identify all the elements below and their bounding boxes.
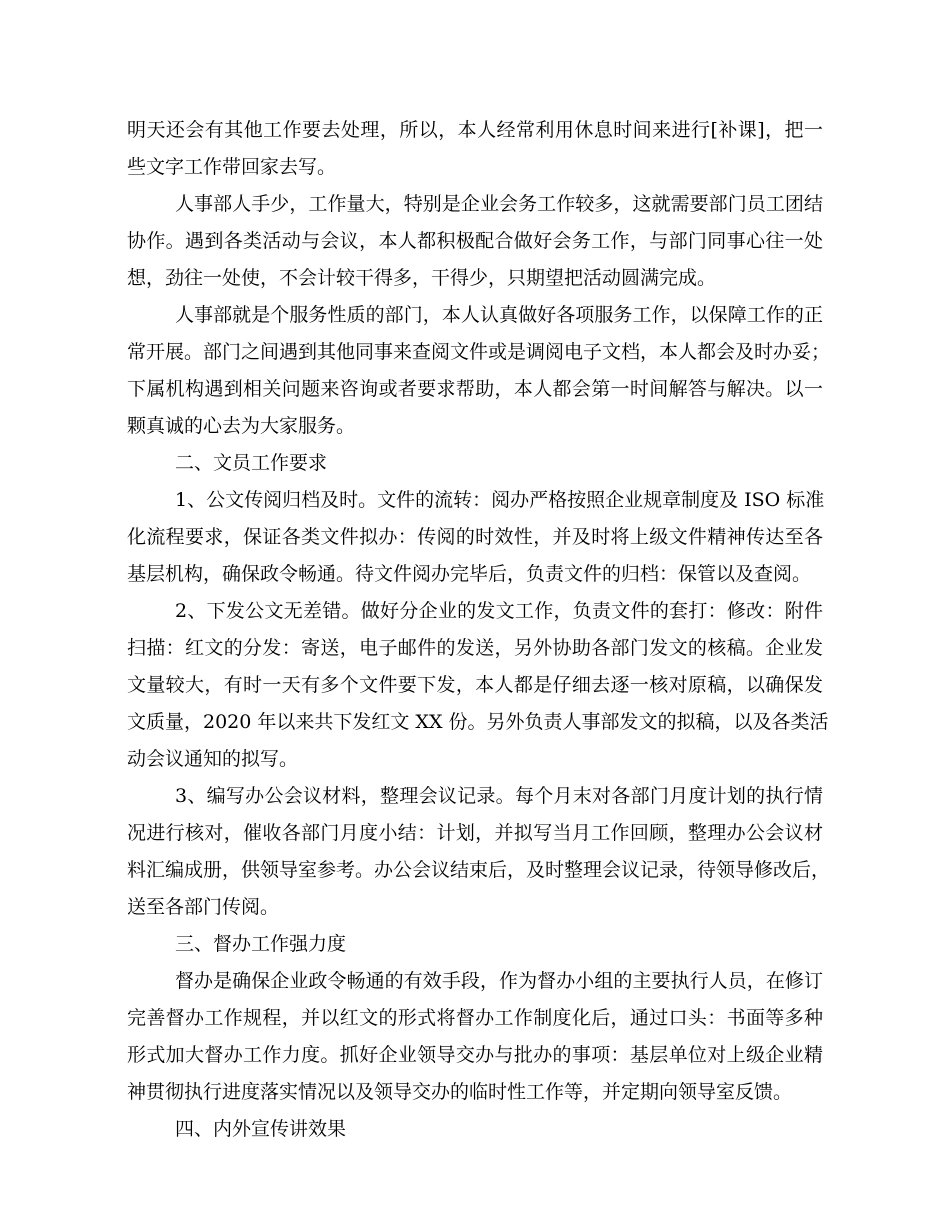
text-line: 况进行核对，催收各部门月度小结：计划，并拟写当月工作回顾，整理办公会议材	[127, 822, 823, 844]
section-heading: 二、文员工作要求	[175, 452, 328, 474]
text-line: 完善督办工作规程，并以红文的形式将督办工作制度化后，通过口头：书面等多种	[127, 1007, 823, 1029]
text-line: 人事部就是个服务性质的部门，本人认真做好各项服务工作，以保障工作的正	[175, 304, 823, 326]
text-line: 料汇编成册，供领导室参考。办公会议结束后，及时整理会议记录，待领导修改后，	[127, 859, 831, 881]
section-heading: 四、内外宣传讲效果	[175, 1118, 347, 1140]
text-line: 些文字工作带回家去写。	[127, 156, 337, 178]
text-line: 基层机构，确保政令畅通。待文件阅办完毕后，负责文件的归档：保管以及查阅。	[127, 563, 812, 585]
text-line: 3、编写办公会议材料，整理会议记录。每个月末对各部门月度计划的执行情	[175, 785, 823, 807]
text-line: 文质量，2020 年以来共下发红文 XX 份。另外负责人事部发文的拟稿，以及各类活	[127, 711, 829, 733]
section-heading: 三、督办工作强力度	[175, 933, 347, 955]
text-line: 形式加大督办工作力度。抓好企业领导交办与批办的事项：基层单位对上级企业精	[127, 1044, 823, 1066]
text-line: 2、下发公文无差错。做好分企业的发文工作，负责文件的套打：修改：附件	[175, 600, 823, 622]
text-line: 颗真诚的心去为大家服务。	[127, 415, 356, 437]
text-line: 下属机构遇到相关问题来咨询或者要求帮助，本人都会第一时间解答与解决。以一	[127, 378, 823, 400]
text-line: 送至各部门传阅。	[127, 896, 280, 918]
text-line: 1、公文传阅归档及时。文件的流转：阅办严格按照企业规章制度及 ISO 标准	[175, 489, 825, 511]
text-line: 想，劲往一处使，不会计较干得多，干得少，只期望把活动圆满完成。	[127, 267, 717, 289]
text-line: 神贯彻执行进度落实情况以及领导交办的临时性工作等，并定期向领导室反馈。	[127, 1081, 793, 1103]
text-line: 明天还会有其他工作要去处理，所以，本人经常利用休息时间来进行[补课]，把一	[127, 119, 823, 141]
text-line: 文量较大，有时一天有多个文件要下发，本人都是仔细去逐一核对原稿，以确保发	[127, 674, 823, 696]
text-line: 督办是确保企业政令畅通的有效手段，作为督办小组的主要执行人员，在修订	[175, 970, 823, 992]
text-line: 化流程要求，保证各类文件拟办：传阅的时效性，并及时将上级文件精神传达至各	[127, 526, 823, 548]
text-line: 扫描：红文的分发：寄送，电子邮件的发送，另外协助各部门发文的核稿。企业发	[127, 637, 823, 659]
text-line: 人事部人手少，工作量大，特别是企业会务工作较多，这就需要部门员工团结	[175, 193, 823, 215]
text-line: 协作。遇到各类活动与会议，本人都积极配合做好会务工作，与部门同事心往一处	[127, 230, 823, 252]
text-line: 动会议通知的拟写。	[127, 748, 299, 770]
text-line: 常开展。部门之间遇到其他同事来查阅文件或是调阅电子文档，本人都会及时办妥；	[127, 341, 831, 363]
